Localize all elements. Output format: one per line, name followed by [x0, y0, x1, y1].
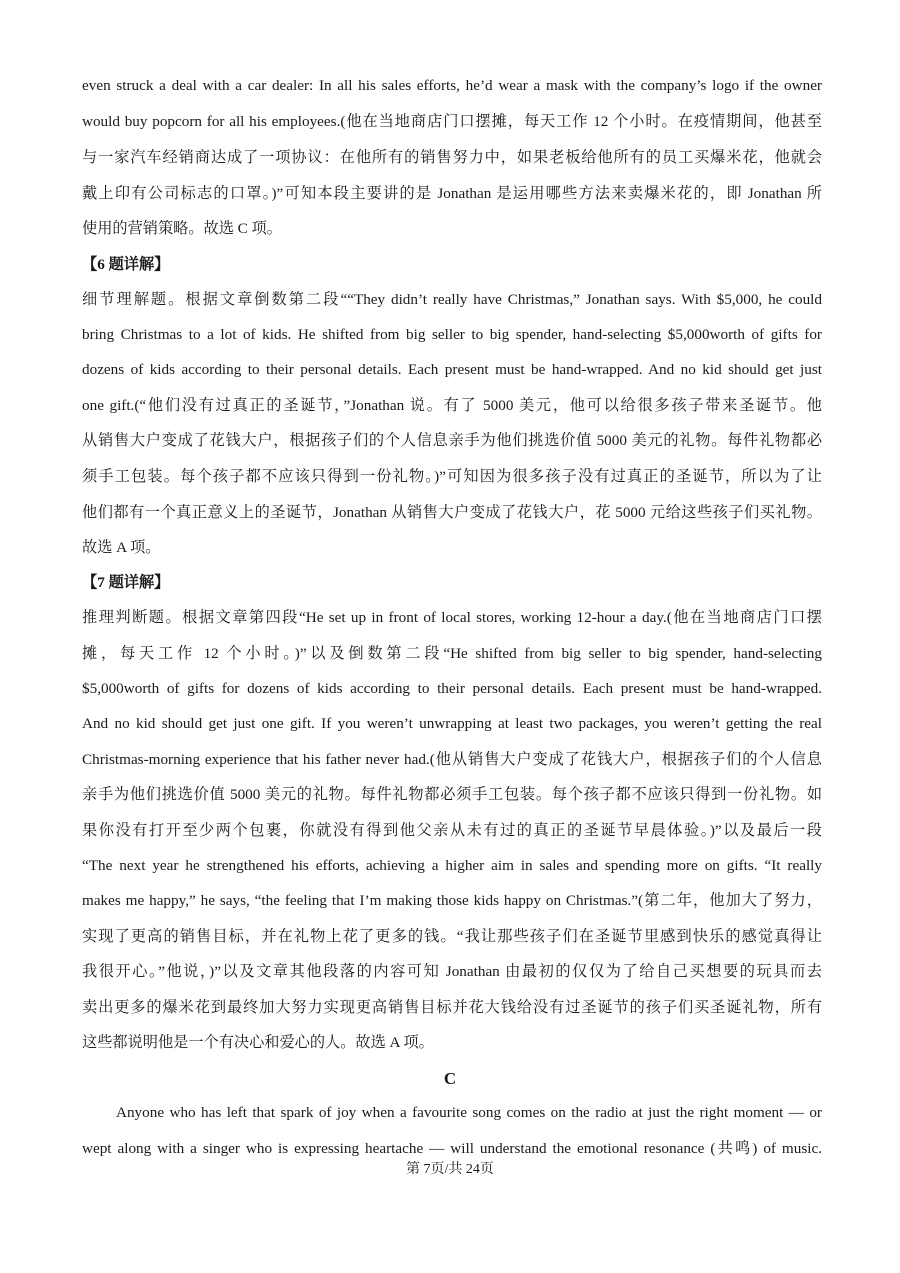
passage-line: wept along with a singer who is expressing heartache — will understand the emotional resonance (共鸣) of music.	[82, 1140, 822, 1157]
text-line: 戴上印有公司标志的口罩。)”可知本段主要讲的是 Jonathan 是运用哪些方法来卖爆米花的，即 Jonathan 所	[82, 185, 822, 202]
text-line: 与一家汽车经销商达成了一项协议：在他所有的销售努力中，如果老板给他所有的员工买爆米花，他就会	[82, 149, 822, 166]
question-heading: 【7 题详解】	[82, 574, 170, 591]
text-line: 我很开心。”他说，)”以及文章其他段落的内容可知 Jonathan 由最初的仅仅为了给自己买想要的玩具而去	[82, 963, 822, 980]
text-line: 使用的营销策略。故选 C 项。	[82, 220, 282, 237]
text-line: 推理判断题。根据文章第四段“He set up in front of local stores, working 12-hour a day.(他在当地商店门口摆	[82, 609, 822, 626]
text-line: 摊，每天工作 12 个小时。)”以及倒数第二段“He shifted from big seller to big spender, hand-selecting	[82, 645, 822, 662]
text-line: even struck a deal with a car dealer: In all his sales efforts, he’d wear a mask with the company’s logo if the owner	[82, 77, 822, 94]
text-line: “The next year he strengthened his efforts, achieving a higher aim in sales and spending more on gifts. “It really	[82, 857, 822, 874]
text-line: 从销售大户变成了花钱大户，根据孩子们的个人信息亲手为他们挑选价值 5000 美元的礼物。每件礼物都必	[82, 432, 822, 449]
text-line: 须手工包装。每个孩子都不应该只得到一份礼物。)”可知因为很多孩子没有过真正的圣诞节，所以为了让	[82, 468, 822, 485]
text-line: 卖出更多的爆米花到最终加大努力实现更高销售目标并花大钱给没有过圣诞节的孩子们买圣诞礼物，所有	[82, 999, 822, 1016]
text-line: makes me happy,” he says, “the feeling that I’m making those kids happy on Christmas.”(第二年，他加大了努力，	[82, 892, 822, 909]
text-line: 亲手为他们挑选价值 5000 美元的礼物。每件礼物都必须手工包装。每个孩子都不应该只得到一份礼物。如	[82, 786, 822, 803]
text-line: $5,000worth of gifts for dozens of kids according to their personal details. Each present must be hand-wrapped.	[82, 680, 822, 697]
text-line: 细节理解题。根据文章倒数第二段““They didn’t really have Christmas,” Jonathan says. With $5,000, he could	[82, 291, 822, 308]
question-heading: 【6 题详解】	[82, 256, 170, 273]
text-line: one gift.(“他们没有过真正的圣诞节，”Jonathan 说。有了 5000 美元，他可以给很多孩子带来圣诞节。他	[82, 397, 822, 414]
text-line: And no kid should get just one gift. If you weren’t unwrapping at least two packages, you weren’t getting the real	[82, 715, 822, 732]
page-footer: 第 7页/共 24页	[406, 1162, 494, 1177]
text-line: bring Christmas to a lot of kids. He shifted from big seller to big spender, hand-selecting $5,000worth of gifts for	[82, 326, 822, 343]
text-line: dozens of kids according to their personal details. Each present must be hand-wrapped. And no kid should get just	[82, 361, 822, 378]
text-line: would buy popcorn for all his employees.(他在当地商店门口摆摊，每天工作 12 个小时。在疫情期间，他甚至	[82, 113, 822, 130]
text-line: 果你没有打开至少两个包裹，你就没有得到他父亲从未有过的真正的圣诞节早晨体验。)”以及最后一段	[82, 822, 822, 839]
section-heading: C	[443, 1069, 457, 1088]
text-line: 故选 A 项。	[82, 539, 161, 556]
text-line: 这些都说明他是一个有决心和爱心的人。故选 A 项。	[82, 1034, 434, 1051]
text-line: 实现了更高的销售目标，并在礼物上花了更多的钱。“我让那些孩子们在圣诞节里感到快乐的感觉真得让	[82, 928, 822, 945]
passage-line: Anyone who has left that spark of joy when a favourite song comes on the radio at just the right moment — or	[116, 1104, 822, 1121]
text-line: Christmas-morning experience that his father never had.(他从销售大户变成了花钱大户，根据孩子们的个人信息	[82, 751, 822, 768]
text-line: 他们都有一个真正意义上的圣诞节，Jonathan 从销售大户变成了花钱大户，花 5000 元给这些孩子们买礼物。	[82, 504, 822, 521]
